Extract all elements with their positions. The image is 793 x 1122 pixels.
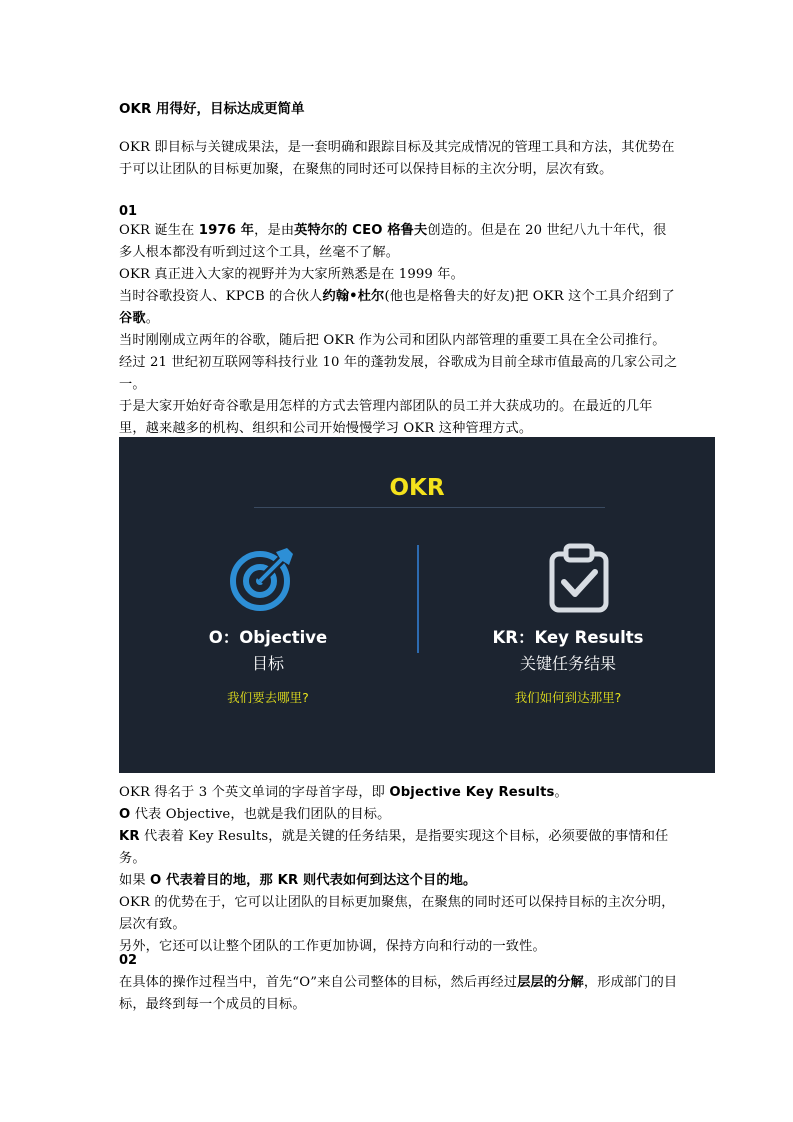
figure-title: OKR bbox=[389, 475, 445, 501]
paragraph-google-adoption: 当时刚刚成立两年的谷歌，随后把 OKR 作为公司和团队内部管理的重要工具在全公司推行。 bbox=[119, 333, 666, 348]
objective-heading: O：Objective bbox=[208, 628, 328, 647]
paragraph-advantage: OKR 的优势在于，它可以让团队的目标更加聚焦，在聚焦的同时还可以保持目标的主次分明，层次有致。 bbox=[119, 895, 675, 932]
clipboard-check-icon bbox=[547, 542, 611, 614]
section-number-02: 02 bbox=[119, 953, 138, 968]
paragraph-decomposition: 在具体的操作过程当中，首先“O”来自公司整体的目标，然后再经过层层的分解，形成部门的目标，最终到每一个成员的目标。 bbox=[119, 975, 678, 1012]
paragraph-1999: OKR 真正进入大家的视野并为大家所熟悉是在 1999 年。 bbox=[119, 267, 464, 282]
paragraph-growth: 经过 21 世纪初互联网等科技行业 10 年的蓬勃发展，谷歌成为目前全球市值最高的几家公司之一。 bbox=[119, 355, 678, 392]
target-icon bbox=[229, 544, 297, 612]
section-number-01: 01 bbox=[119, 204, 138, 219]
okr-figure bbox=[119, 437, 715, 773]
key-results-subtitle: 关键任务结果 bbox=[519, 654, 616, 673]
page-title: OKR 用得好，目标达成更简单 bbox=[119, 101, 305, 117]
intro-paragraph: OKR 即目标与关键成果法，是一套明确和跟踪目标及其完成情况的管理工具和方法，其优势在于可以让团队的目标更加聚，在聚焦的同时还可以保持目标的主次分明，层次有致。 bbox=[119, 140, 675, 177]
key-results-heading: KR：Key Results bbox=[492, 628, 644, 647]
paragraph-curiosity: 于是大家开始好奇谷歌是用怎样的方式去管理内部团队的员工并大获成功的。在最近的几年里，越来越多的机构、组织和公司开始慢慢学习 OKR 这种管理方式。 bbox=[119, 399, 653, 436]
paragraph-origin: OKR 诞生在 1976 年，是由英特尔的 CEO 格鲁夫创造的。但是在 20 世纪八九十年代，很多人根本都没有听到过这个工具，丝毫不了解。 bbox=[119, 223, 667, 260]
paragraph-alignment: 另外，它还可以让整个团队的工作更加协调，保持方向和行动的一致性。 bbox=[119, 939, 546, 954]
paragraph-kr-meaning: KR 代表着 Key Results，就是关键的任务结果，是指要实现这个目标，必须要做的事情和任务。 bbox=[119, 829, 669, 866]
key-results-column bbox=[419, 437, 717, 773]
objective-question: 我们要去哪里? bbox=[227, 690, 309, 705]
objective-subtitle: 目标 bbox=[251, 654, 284, 673]
key-results-question: 我们如何到达那里? bbox=[514, 690, 622, 705]
paragraph-o-meaning: O 代表 Objective，也就是我们团队的目标。 bbox=[119, 807, 391, 822]
paragraph-name-origin: OKR 得名于 3 个英文单词的字母首字母，即 Objective Key Results。 bbox=[119, 785, 568, 800]
objective-column bbox=[119, 437, 417, 773]
paragraph-john-doerr: 当时谷歌投资人、KPCB 的合伙人约翰•杜尔(他也是格鲁夫的好友)把 OKR 这个工具介绍到了谷歌。 bbox=[119, 289, 675, 326]
paragraph-destination: 如果 O 代表着目的地，那 KR 则代表如何到达这个目的地。 bbox=[119, 873, 477, 888]
